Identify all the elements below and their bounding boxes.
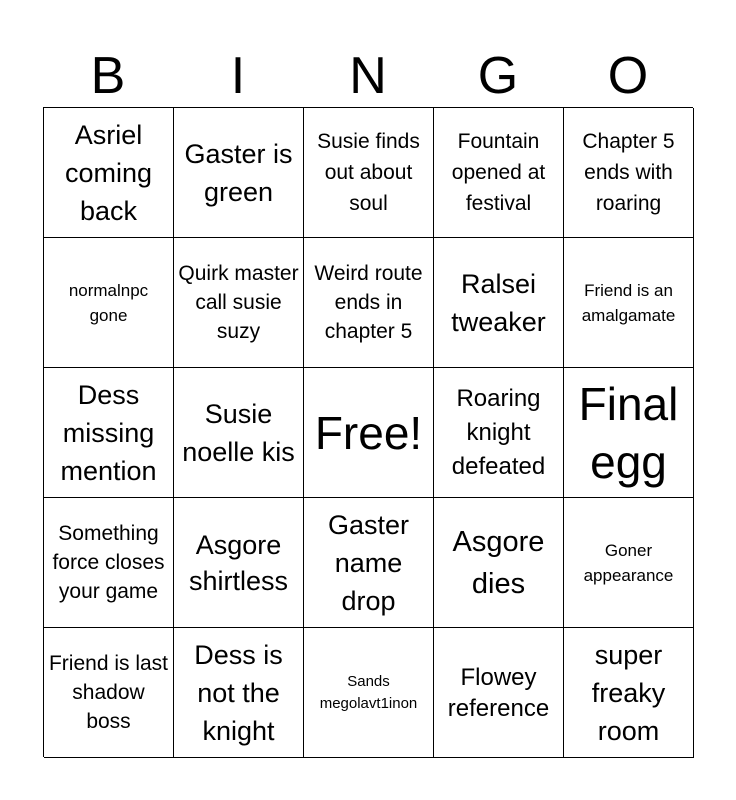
cell-text: Gaster name drop — [327, 509, 410, 616]
cell-text: Dess missing mention — [60, 379, 157, 486]
cell-text: Dess is not the knight — [194, 639, 283, 746]
bingo-cell[interactable] — [434, 108, 564, 238]
cell-text: Friend is last shadow boss — [48, 652, 169, 733]
cell-text: Final egg — [578, 377, 679, 488]
bingo-cell[interactable] — [44, 238, 174, 368]
bingo-cell[interactable] — [564, 368, 694, 498]
bingo-cell[interactable] — [434, 238, 564, 368]
bingo-cell[interactable] — [174, 108, 304, 238]
cell-text: Weird route ends in chapter 5 — [314, 262, 423, 343]
cell-text: Gaster is green — [184, 138, 293, 207]
cell-text: Goner appearance — [583, 540, 674, 585]
cell-text: Free! — [314, 406, 423, 459]
cell-text: Sands megolavt1inon — [319, 672, 418, 712]
bingo-cell[interactable] — [304, 498, 434, 628]
bingo-cell[interactable] — [44, 498, 174, 628]
bingo-cell[interactable] — [174, 498, 304, 628]
cell-text: Susie finds out about soul — [317, 130, 420, 215]
bingo-cell[interactable] — [564, 238, 694, 368]
bingo-cell[interactable] — [304, 238, 434, 368]
cell-text: Asriel coming back — [64, 119, 153, 226]
cell-text: super freaky room — [591, 639, 666, 746]
bingo-cell[interactable] — [174, 368, 304, 498]
header-letter-o: O — [607, 47, 649, 105]
cell-text: Chapter 5 ends with roaring — [582, 130, 675, 215]
bingo-cell-free[interactable] — [304, 368, 434, 498]
bingo-cell[interactable] — [174, 238, 304, 368]
bingo-cell[interactable] — [304, 628, 434, 758]
bingo-card-grid — [43, 107, 693, 757]
bingo-cell[interactable] — [564, 108, 694, 238]
bingo-cell[interactable] — [564, 498, 694, 628]
cell-text: Flowey reference — [447, 663, 550, 722]
header-letter-i: I — [230, 47, 246, 105]
cell-text: Ralsei tweaker — [451, 268, 546, 337]
cell-text: Quirk master call susie suzy — [178, 262, 299, 343]
header-letter-n: N — [349, 47, 387, 105]
bingo-cell[interactable] — [434, 628, 564, 758]
cell-text: Fountain opened at festival — [451, 130, 546, 215]
cell-text: Roaring knight defeated — [451, 384, 546, 480]
cell-text: Susie noelle kis — [182, 398, 295, 467]
bingo-header — [43, 45, 693, 107]
header-letter-g: G — [477, 47, 519, 105]
header-letter-b: B — [90, 47, 126, 105]
bingo-cell[interactable] — [44, 368, 174, 498]
bingo-cell[interactable] — [174, 628, 304, 758]
cell-text: Friend is an amalgamate — [581, 280, 676, 325]
bingo-cell[interactable] — [44, 108, 174, 238]
bingo-cell[interactable] — [564, 628, 694, 758]
bingo-cell[interactable] — [434, 368, 564, 498]
cell-text: Asgore dies — [452, 525, 545, 600]
cell-text: Something force closes your game — [52, 522, 165, 603]
bingo-cell[interactable] — [304, 108, 434, 238]
bingo-cell[interactable] — [44, 628, 174, 758]
cell-text: Asgore shirtless — [188, 529, 289, 596]
bingo-cell[interactable] — [434, 498, 564, 628]
cell-text: normalnpc gone — [68, 280, 149, 325]
